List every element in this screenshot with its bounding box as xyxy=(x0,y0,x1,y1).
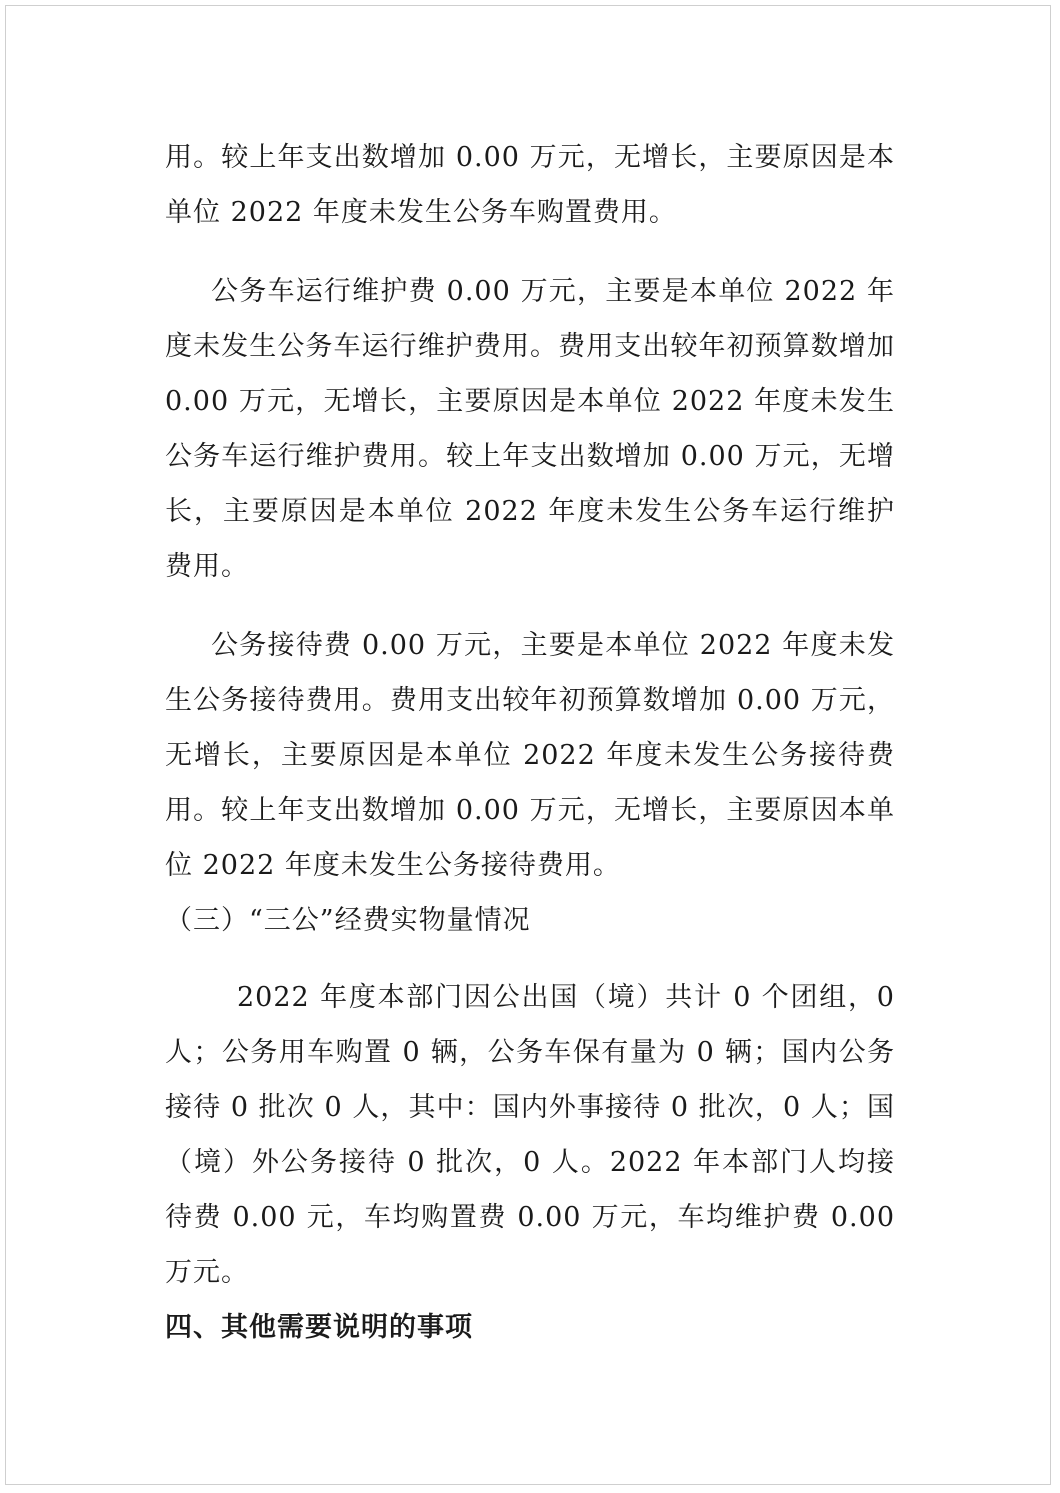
paragraph-vehicle-purchase-continued: 用。较上年支出数增加 0.00 万元，无增长，主要原因是本单位 2022 年度未发生公务车购置费用。 xyxy=(165,142,895,228)
paragraph-reception-expense: 公务接待费 0.00 万元，主要是本单位 2022 年度未发生公务接待费用。费用支出较年初预算数增加 0.00 万元，无增长，主要原因是本单位 2022 年度未发生公务接待费用。较上年支出数增加 0.00 万元，无增长，主要原因本单位 2022 年度未发生公务接待费用。 xyxy=(165,630,895,881)
section-subheading-three-public: （三）“三公”经费实物量情况 xyxy=(165,905,531,936)
section-heading-other-matters: 四、其他需要说明的事项 xyxy=(165,1312,473,1343)
paragraph-physical-quantities: 2022 年度本部门因公出国（境）共计 0 个团组，0 人；公务用车购置 0 辆，公务车保有量为 0 辆；国内公务接待 0 批次 0 人，其中：国内外事接待 0 批次，0 人；国（境）外公务接待 0 批次，0 人。2022 年本部门人均接待费 0.00 元，车均购置费 0.00 万元，车均维护费 0.00 万元。 xyxy=(165,982,895,1288)
paragraph-vehicle-maintenance: 公务车运行维护费 0.00 万元，主要是本单位 2022 年度未发生公务车运行维护费用。费用支出较年初预算数增加 0.00 万元，无增长，主要原因是本单位 2022 年度未发生公务车运行维护费用。较上年支出数增加 0.00 万元，无增长，主要原因是本单位 2022 年度未发生公务车运行维护费用。 xyxy=(165,276,895,582)
document-body xyxy=(165,130,895,1355)
